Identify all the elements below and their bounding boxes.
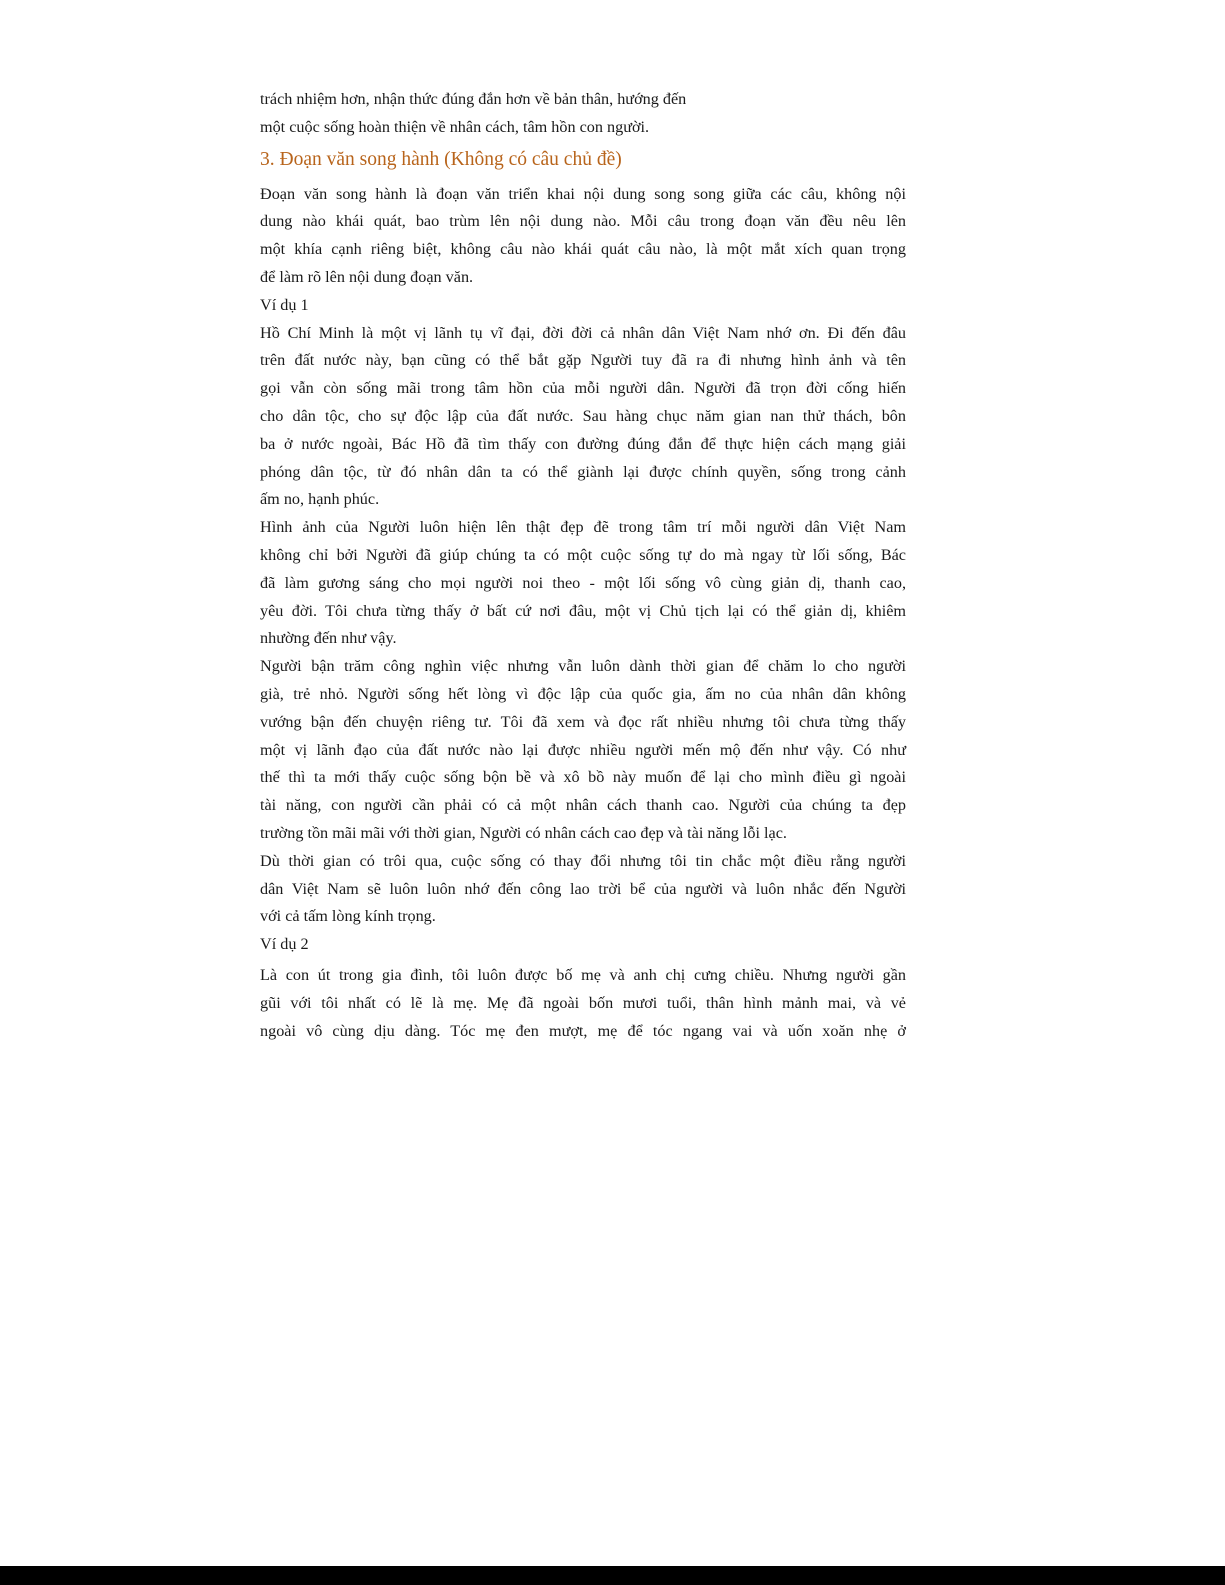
text-line: một cuộc sống hoàn thiện về nhân cách, tâm hồn con người. [260,117,650,136]
text-line: đã làm gương sáng cho mọi người noi theo - một lối sống vô cùng giản dị, thanh cao, [260,573,906,592]
example-2-paragraph-1 [260,962,906,1045]
text-line: Hồ Chí Minh là một vị lãnh tụ vĩ đại, đời đời cả nhân dân Việt Nam nhớ ơn. Đi đến đâu [260,323,906,342]
example-1-paragraph-3 [260,653,906,848]
definition-paragraph [260,181,906,292]
example-2-label: Ví dụ 2 [260,935,309,954]
text-line: thế thì ta mới thấy cuộc sống bộn bề và xô bồ này muốn để lại cho mình điều gì ngoài [260,768,906,787]
text-line: nhường đến như vậy. [260,629,397,648]
section-heading: 3. Đoạn văn song hành (Không có câu chủ đề) [260,148,622,170]
text-line: ngoài vô cùng dịu dàng. Tóc mẹ đen mượt, mẹ để tóc ngang vai và uốn xoăn nhẹ ở [260,1021,906,1040]
text-line: Người bận trăm công nghìn việc nhưng vẫn luôn dành thời gian để chăm lo cho người [260,657,906,676]
text-line: trách nhiệm hơn, nhận thức đúng đắn hơn về bản thân, hướng đến [260,90,687,108]
text-line: phóng dân tộc, từ đó nhân dân ta có thể giành lại được chính quyền, sống trong cảnh [260,462,906,481]
text-line: một khía cạnh riêng biệt, không câu nào khái quát câu nào, là một mắt xích quan trọng [260,240,906,259]
text-line: Dù thời gian có trôi qua, cuộc sống có thay đổi nhưng tôi tin chắc một điều rằng người [260,851,906,870]
text-line: Là con út trong gia đình, tôi luôn được bố mẹ và anh chị cưng chiều. Nhưng người gần [260,965,906,984]
text-line: để làm rõ lên nội dung đoạn văn. [260,267,474,286]
text-line: ấm no, hạnh phúc. [260,490,380,509]
text-line: già, trẻ nhỏ. Người sống hết lòng vì độc lập của quốc gia, ấm no của nhân dân không [260,684,906,703]
text-line: yêu đời. Tôi chưa từng thấy ở bất cứ nơi đâu, một vị Chủ tịch lại có thể giản dị, khiêm [260,601,906,620]
intro-paragraph [260,86,906,142]
example-1-paragraph-1 [260,320,906,515]
text-line: gọi vẫn còn sống mãi trong tâm hồn của mỗi người dân. Người đã trọn đời cống hiến [260,379,906,398]
text-line: cho dân tộc, cho sự độc lập của đất nước. Sau hàng chục năm gian nan thử thách, bôn [260,406,906,425]
text-line: không chỉ bởi Người đã giúp chúng ta có một cuộc sống tự do mà ngay từ lối sống, Bác [260,545,906,564]
text-line: vướng bận đến chuyện riêng tư. Tôi đã xem và đọc rất nhiều nhưng tôi chưa từng thấy [260,712,906,731]
text-line: một vị lãnh đạo của đất nước nào lại được nhiều người mến mộ đến như vậy. Có như [260,740,906,759]
bottom-edge-bar [0,1566,1225,1585]
text-line: Hình ảnh của Người luôn hiện lên thật đẹp đẽ trong tâm trí mỗi người dân Việt Nam [260,518,906,537]
text-line: với cả tấm lòng kính trọng. [260,907,436,926]
text-line: gũi với tôi nhất có lẽ là mẹ. Mẹ đã ngoài bốn mươi tuổi, thân hình mảnh mai, và vẻ [260,993,906,1012]
example-1-paragraph-4 [260,848,906,931]
text-line: dung nào khái quát, bao trùm lên nội dung nào. Mỗi câu trong đoạn văn đều nêu lên [260,212,906,231]
text-line: tài năng, con người cần phải có cả một nhân cách thanh cao. Người của chúng ta đẹp [260,796,906,815]
text-line: ba ở nước ngoài, Bác Hồ đã tìm thấy con đường đúng đắn để thực hiện cách mạng giải [260,434,906,453]
text-line: trường tồn mãi mãi với thời gian, Người có nhân cách cao đẹp và tài năng lỗi lạc. [260,823,787,842]
text-line: dân Việt Nam sẽ luôn luôn nhớ đến công lao trời bể của người và luôn nhắc đến Người [260,879,906,898]
example-1-paragraph-2 [260,514,906,653]
example-1-label: Ví dụ 1 [260,295,309,314]
text-line: trên đất nước này, bạn cũng có thể bắt gặp Người tuy đã ra đi nhưng hình ảnh và tên [260,351,906,370]
document-page [260,86,906,1045]
text-line: Đoạn văn song hành là đoạn văn triển khai nội dung song song giữa các câu, không nội [260,184,906,203]
